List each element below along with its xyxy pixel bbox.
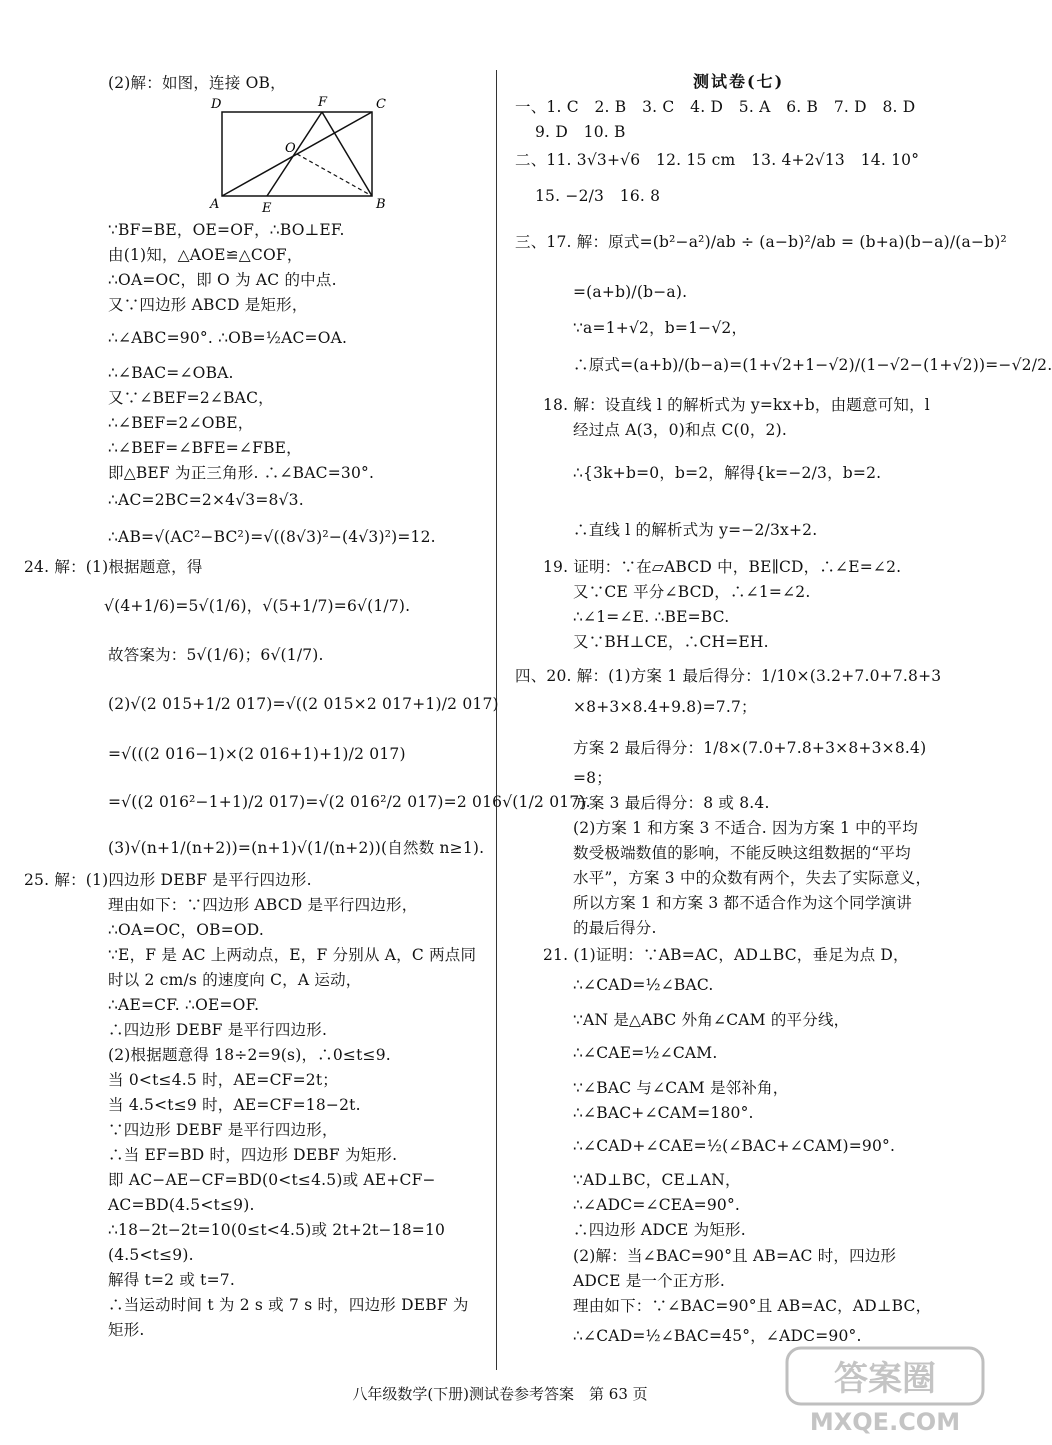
text-line: (2)√(2 015+1/2 017)=√((2 015×2 017+1)/2 017) [108, 695, 499, 713]
text-line: 一、1. C 2. B 3. C 4. D 5. A 6. B 7. D 8. D [515, 98, 916, 116]
text-line: (2)解：当∠BAC=90°且 AB=AC 时，四边形 [573, 1247, 897, 1265]
text-line: 矩形. [108, 1321, 145, 1339]
text-line: 理由如下：∵四边形 ABCD 是平行四边形， [108, 896, 418, 914]
text-line: 19. 证明：∵在▱ABCD 中，BE∥CD，∴∠E=∠2. [543, 558, 902, 576]
text-line: =√(((2 016−1)×(2 016+1)+1)/2 017) [108, 745, 406, 763]
text-line: =8； [573, 769, 612, 787]
text-line: 时以 2 cm/s 的速度向 C，A 运动， [108, 971, 362, 989]
text-line: ∴∠CAD=½∠BAC=45°，∠ADC=90°. [573, 1327, 862, 1345]
text-line: ∴∠CAD+∠CAE=½(∠BAC+∠CAM)=90°. [573, 1137, 896, 1155]
text-line: 15. −2/3 16. 8 [535, 187, 661, 205]
text-line: ∵四边形 DEBF 是平行四边形， [108, 1121, 338, 1139]
text-line: ∵AN 是△ABC 外角∠CAM 的平分线， [573, 1011, 850, 1029]
text-line: ∴∠1=∠E. ∴BE=BC. [573, 608, 730, 626]
text-line: ∴∠BEF=∠BFE=∠FBE， [108, 439, 302, 457]
text-line: ×8+3×8.4+9.8)=7.7； [573, 698, 757, 716]
text-line: 解得 t=2 或 t=7. [108, 1271, 235, 1289]
text-line: ∴直线 l 的解析式为 y=−2/3x+2. [573, 521, 818, 539]
text-line: 三、17. 解：原式=(b²−a²)/ab ÷ (a−b)²/ab = (b+a)(b−a)/(a−b)² [515, 233, 1007, 251]
text-line: 又∵四边形 ABCD 是矩形， [108, 296, 308, 314]
text-line: ∵∠BAC 与∠CAM 是邻补角， [573, 1079, 789, 1097]
text-line: 又∵CE 平分∠BCD，∴∠1=∠2. [573, 583, 811, 601]
text-line: 又∵∠BEF=2∠BAC， [108, 389, 274, 407]
watermark-url: MXQE.COM [809, 1408, 961, 1436]
text-line: ∴∠BAC=∠OBA. [108, 364, 234, 382]
text-line: ADCE 是一个正方形. [573, 1272, 726, 1290]
text-line: 当 4.5<t≤9 时，AE=CF=18−2t. [108, 1096, 361, 1114]
text-line: 四、20. 解：(1)方案 1 最后得分：1/10×(3.2+7.0+7.8+3 [515, 667, 942, 685]
text-line: 所以方案 1 和方案 3 都不适合作为这个同学演讲 [573, 894, 912, 912]
vertex-label: D [211, 97, 222, 112]
text-line: 的最后得分. [573, 919, 657, 937]
watermark-logo [783, 1342, 988, 1437]
vertex-label: E [262, 201, 272, 216]
vertex-label: B [376, 197, 386, 212]
text-line: (3)√(n+1/(n+2))=(n+1)√(1/(n+2))(自然数 n≥1). [108, 839, 485, 857]
text-line: ∵BF=BE，OE=OF，∴BO⊥EF. [108, 221, 345, 239]
text-line: ∴AB=√(AC²−BC²)=√((8√3)²−(4√3)²)=12. [108, 528, 436, 546]
text-line: 水平”，方案 3 中的众数有两个，失去了实际意义， [573, 869, 932, 887]
vertex-label: F [318, 95, 328, 110]
text-line: ∴∠ABC=90°. ∴OB=½AC=OA. [108, 329, 348, 347]
text-line: ∴AE=CF. ∴OE=OF. [108, 996, 260, 1014]
text-line: ∵AD⊥BC，CE⊥AN， [573, 1171, 741, 1189]
watermark-text: 答案圈 [834, 1359, 936, 1399]
text-line: √(4+1/6)=5√(1/6)，√(5+1/7)=6√(1/7). [104, 597, 411, 615]
text-line: ∴∠CAD=½∠BAC. [573, 976, 714, 994]
dashed-ob [297, 154, 372, 196]
text-line: 二、11. 3√3+√6 12. 15 cm 13. 4+2√13 14. 10° [515, 151, 920, 169]
column-divider [496, 70, 497, 1370]
text-line: 由(1)知，△AOE≌△COF， [108, 246, 303, 264]
text-line: 9. D 10. B [535, 123, 626, 141]
text-line: 18. 解：设直线 l 的解析式为 y=kx+b，由题意可知，l [543, 396, 930, 414]
text-line: ∴当运动时间 t 为 2 s 或 7 s 时，四边形 DEBF 为 [108, 1296, 469, 1314]
text-line: ∴∠CAE=½∠CAM. [573, 1044, 718, 1062]
text-line: ∴原式=(a+b)/(b−a)=(1+√2+1−√2)/(1−√2−(1+√2))=−√2/2. [573, 356, 1052, 374]
text-line: (2)解：如图，连接 OB， [108, 74, 286, 92]
section-title: 测试卷(七) [693, 72, 785, 91]
text-line: (2)方案 1 和方案 3 不适合. 因为方案 1 中的平均 [573, 819, 918, 837]
text-line: (2)根据题意得 18÷2=9(s)，∴0≤t≤9. [108, 1046, 391, 1064]
rectangle-diagram [110, 96, 410, 216]
text-line: 理由如下：∵∠BAC=90°且 AB=AC，AD⊥BC， [573, 1297, 932, 1315]
text-line: 经过点 A(3，0)和点 C(0，2). [573, 421, 787, 439]
text-line: ∵E，F 是 AC 上两动点，E，F 分别从 A，C 两点同 [108, 946, 477, 964]
segment-fb [322, 112, 372, 196]
text-line: ∴∠BEF=2∠OBE， [108, 414, 254, 432]
text-line: ∴OA=OC，OB=OD. [108, 921, 265, 939]
question-25-heading: 25. 解：(1)四边形 DEBF 是平行四边形. [24, 871, 312, 889]
page-footer: 八年级数学(下册)测试卷参考答案 第 63 页 [352, 1385, 648, 1403]
text-line: 方案 3 最后得分：8 或 8.4. [573, 794, 770, 812]
text-line: ∴∠ADC=∠CEA=90°. [573, 1196, 741, 1214]
text-line: ∵a=1+√2，b=1−√2， [573, 319, 748, 337]
text-line: (4.5<t≤9). [108, 1246, 194, 1264]
vertex-label: O [285, 141, 296, 156]
text-line: ∴∠BAC+∠CAM=180°. [573, 1104, 754, 1122]
text-line: ∴AC=2BC=2×4√3=8√3. [108, 491, 304, 509]
text-line: ∴四边形 DEBF 是平行四边形. [108, 1021, 328, 1039]
vertex-label: C [376, 97, 386, 112]
text-line: 数受极端数值的影响，不能反映这组数据的“平均 [573, 844, 911, 862]
vertex-label: A [210, 197, 220, 212]
text-line: 即△BEF 为正三角形. ∴∠BAC=30°. [108, 464, 375, 482]
text-line: =√((2 016²−1+1)/2 017)=√(2 016²/2 017)=2 016√(1/2 017). [108, 793, 591, 811]
text-line: ∴18−2t−2t=10(0≤t<4.5)或 2t+2t−18=10 [108, 1221, 446, 1239]
text-line: 故答案为：5√(1/6)；6√(1/7). [108, 646, 324, 664]
text-line: ∴当 EF=BD 时，四边形 DEBF 为矩形. [108, 1146, 398, 1164]
question-24-heading: 24. 解：(1)根据题意，得 [24, 558, 203, 576]
text-line: ∴四边形 ADCE 为矩形. [573, 1221, 746, 1239]
text-line: 即 AC−AE−CF=BD(0<t≤4.5)或 AE+CF− [108, 1171, 436, 1189]
text-line: ∴OA=OC，即 O 为 AC 的中点. [108, 271, 337, 289]
text-line: ∴{3k+b=0，b=2，解得{k=−2/3，b=2. [573, 464, 882, 482]
text-line: 当 0<t≤4.5 时，AE=CF=2t； [108, 1071, 338, 1089]
text-line: 21. (1)证明：∵AB=AC，AD⊥BC，垂足为点 D， [543, 946, 909, 964]
text-line: 又∵BH⊥CE，∴CH=EH. [573, 633, 769, 651]
text-line: =(a+b)/(b−a). [573, 283, 688, 301]
text-line: 方案 2 最后得分：1/8×(7.0+7.8+3×8+3×8.4) [573, 739, 927, 757]
text-line: AC=BD(4.5<t≤9). [108, 1196, 255, 1214]
